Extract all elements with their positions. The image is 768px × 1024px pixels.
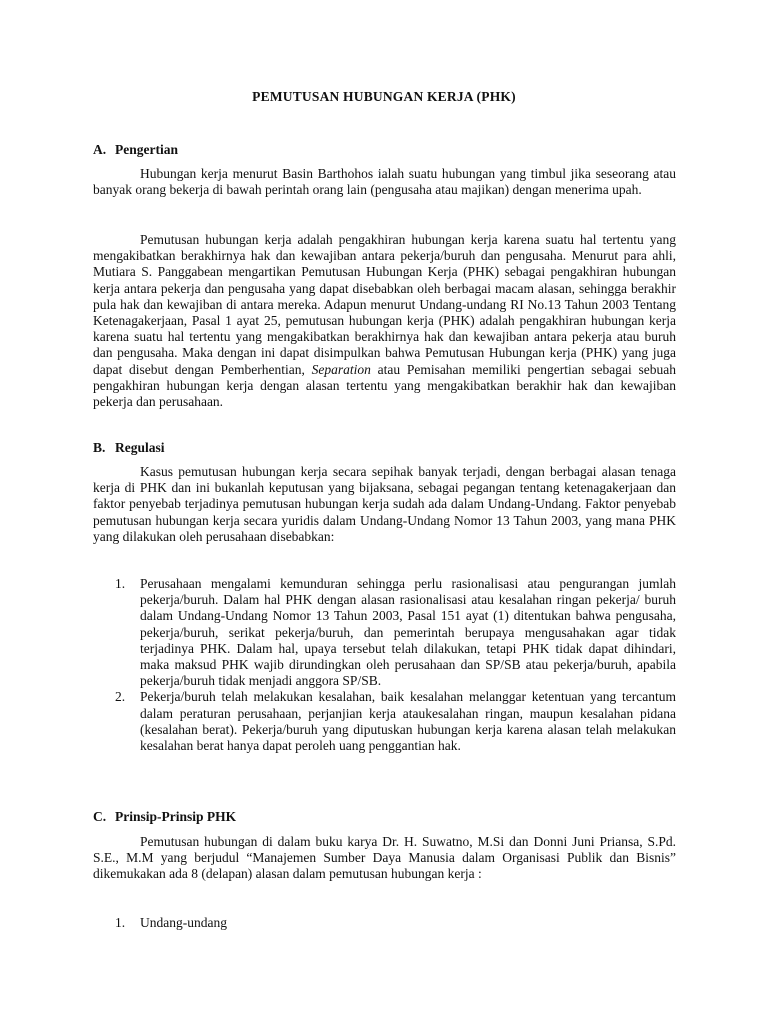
section-a-number: A. <box>93 142 107 157</box>
separation-term: Separation <box>311 361 371 377</box>
section-b-paragraph-1: Kasus pemutusan hubungan kerja secara sepihak banyak terjadi, dengan berbagai alasan tenaga kerja di PHK dan ini bukanlah keputusan yang bijaksana, sebagai pegangan tentang ketenagakerjaan dan faktor penyebab terjadinya pemutusan hubungan kerja sudah ada dalam Undang-Undang. Faktor penyebab pemutusan hubungan kerja secara yuridis dalam Undang-Undang Nomor 13 Tahun 2003, yang mana PHK yang dilakukan oleh perusahaan disebabkan: <box>93 464 676 544</box>
section-a-paragraph-2-text-2: atau Pemisahan memiliki pengertian sebagai sebuah pengakhiran hubungan kerja dengan alasan tertentu yang mengakibatkan berakhir hak dan kewajiban pekerja dan perusahaan. <box>93 361 676 410</box>
list-item-number: 1. <box>115 915 126 930</box>
section-b-heading <box>93 440 165 456</box>
section-b-number: B. <box>93 440 106 455</box>
section-a-title: Pengertian <box>115 142 178 157</box>
list-item <box>93 915 676 931</box>
section-b-title: Regulasi <box>115 440 165 455</box>
section-c-heading <box>93 809 236 825</box>
list-item-number: 1. <box>115 576 126 591</box>
section-a-heading <box>93 142 178 158</box>
section-c-paragraph-1: Pemutusan hubungan di dalam buku karya Dr. H. Suwatno, M.Si dan Donni Juni Priansa, S.Pd. S.E., M.M yang berjudul “Manajemen Sumber Daya Manusia dalam Organisasi Publik dan Bisnis” dikemukakan ada 8 (delapan) alasan dalam pemutusan hubungan kerja : <box>93 834 676 882</box>
section-a-paragraph-2 <box>93 232 676 410</box>
list-item-text: Undang-undang <box>140 915 227 930</box>
document-title: PEMUTUSAN HUBUNGAN KERJA (PHK) <box>252 89 516 104</box>
section-a-paragraph-1: Hubungan kerja menurut Basin Barthohos ialah suatu hubungan yang timbul jika seseorang atau banyak orang bekerja di bawah perintah orang lain (pengusaha atau majikan) dengan menerima upah. <box>93 166 676 198</box>
list-item-text: Perusahaan mengalami kemunduran sehingga perlu rasionalisasi atau pengurangan jumlah pekerja/buruh. Dalam hal PHK dengan alasan rasionalisasi atau kesalahan ringan pekerja/ buruh dalam Undang-Undang Nomor 13 Tahun 2003, Pasal 151 ayat (1) ditentukan bahwa pengusaha, pekerja/buruh, serikat pekerja/buruh, dan pemerintah berupaya mengusahakan agar tidak terjadinya PHK. Dalam hal, upaya tersebut telah dilakukan, tetapi PHK tidak dapat dihindari, maka maksud PHK wajib dirundingkan oleh perusahaan dan SP/SB atau pekerja/buruh, apabila pekerja/buruh tidak menjadi anggora SP/SB. <box>140 576 676 689</box>
section-b-list <box>93 576 676 754</box>
list-item <box>93 689 676 754</box>
section-c-title: Prinsip-Prinsip PHK <box>115 809 237 824</box>
section-a-paragraph-2-text-1: Pemutusan hubungan kerja adalah pengakhiran hubungan kerja karena suatu hal tertentu yang mengakibatkan berakhirnya hak dan kewajiban antara pekerja/buruh dan pengusaha. Menurut para ahli, Mutiara S. Panggabean mengartikan Pemutusan Hubungan Kerja (PHK) sebagai pengakhiran hubungan kerja antara pekerja dan pengusaha yang dapat disebabkan oleh berbagai macam alasan, sehingga berakhir pula hak dan kewajiban di antara mereka. Adapun menurut Undang-undang RI No.13 Tahun 2003 Tentang Ketenagakerjaan, Pasal 1 ayat 25, pemutusan hubungan kerja (PHK) adalah pengakhiran hubungan kerja karena suatu hal tertentu yang mengakibatkan berakhirnya hak dan kewajiban antara pekerja atau buruh dan pengusaha. Maka dengan ini dapat disimpulkan bahwa Pemutusan Hubungan kerja (PHK) yang juga dapat disebut dengan Pemberhentian, <box>93 232 676 377</box>
section-c-list <box>93 915 676 931</box>
list-item-text: Pekerja/buruh telah melakukan kesalahan, baik kesalahan melanggar ketentuan yang tercantum dalam peraturan perusahaan, perjanjian kerja ataukesalahan ringan, maupun kesalahan pidana (kesalahan berat). Pekerja/buruh yang diputuskan hubungan kerja karena alasan telah melakukan kesalahan berat hanya dapat peroleh uang penggantian hak. <box>140 689 676 754</box>
section-c-number: C. <box>93 809 107 824</box>
list-item-number: 2. <box>115 689 126 705</box>
list-item <box>93 576 676 689</box>
